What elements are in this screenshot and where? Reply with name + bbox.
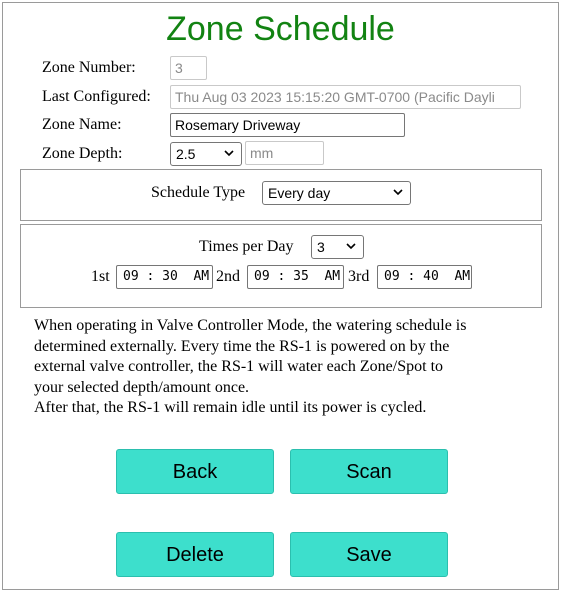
info-line: When operating in Valve Controller Mode, the watering schedule is [34, 317, 467, 334]
delete-button[interactable]: Delete [116, 532, 274, 577]
info-line: determined externally. Every time the RS-1 is powered on by the [34, 337, 450, 355]
scan-button[interactable]: Scan [290, 449, 448, 494]
page-title: Zone Schedule [166, 10, 395, 48]
last-configured-field[interactable]: Thu Aug 03 2023 15:15:20 GMT-0700 (Pacific Dayli [170, 85, 521, 109]
times-per-day-value: 3 [317, 239, 325, 255]
zone-depth-value: 2.5 [176, 146, 196, 162]
zone-depth-select[interactable] [170, 142, 242, 166]
time-2-label: 2nd [216, 268, 240, 285]
depth-unit-field[interactable]: mm [245, 141, 324, 165]
zone-name-label: Zone Name: [42, 116, 122, 133]
time-3-input[interactable]: 09 : 40 AM [377, 265, 472, 289]
time-2-input[interactable]: 09 : 35 AM [247, 265, 344, 289]
time-1-input[interactable]: 09 : 30 AM [116, 265, 213, 289]
time-1-label: 1st [91, 268, 110, 285]
schedule-type-label: Schedule Type [151, 184, 246, 201]
schedule-type-select[interactable] [262, 181, 411, 205]
schedule-type-value: Every day [268, 185, 331, 201]
zone-depth-label: Zone Depth: [42, 145, 123, 162]
zone-number-label: Zone Number: [42, 59, 136, 76]
save-button[interactable]: Save [290, 532, 448, 577]
times-per-day-select[interactable] [311, 235, 364, 259]
info-line: external valve controller, the RS-1 will water each Zone/Spot to [34, 358, 444, 375]
zone-number-field[interactable]: 3 [170, 56, 207, 80]
info-line: After that, the RS-1 will remain idle until its power is cycled. [34, 399, 427, 416]
time-3-label: 3rd [348, 268, 370, 285]
valve-controller-info [34, 316, 534, 419]
zone-name-field[interactable]: Rosemary Driveway [170, 113, 405, 137]
chevron-down-icon [391, 185, 405, 199]
back-button[interactable]: Back [116, 449, 274, 494]
chevron-down-icon [222, 146, 236, 160]
chevron-down-icon [344, 239, 358, 253]
info-line: your selected depth/amount once. [34, 378, 250, 396]
last-configured-label: Last Configured: [42, 88, 151, 105]
times-per-day-label: Times per Day [199, 238, 294, 255]
